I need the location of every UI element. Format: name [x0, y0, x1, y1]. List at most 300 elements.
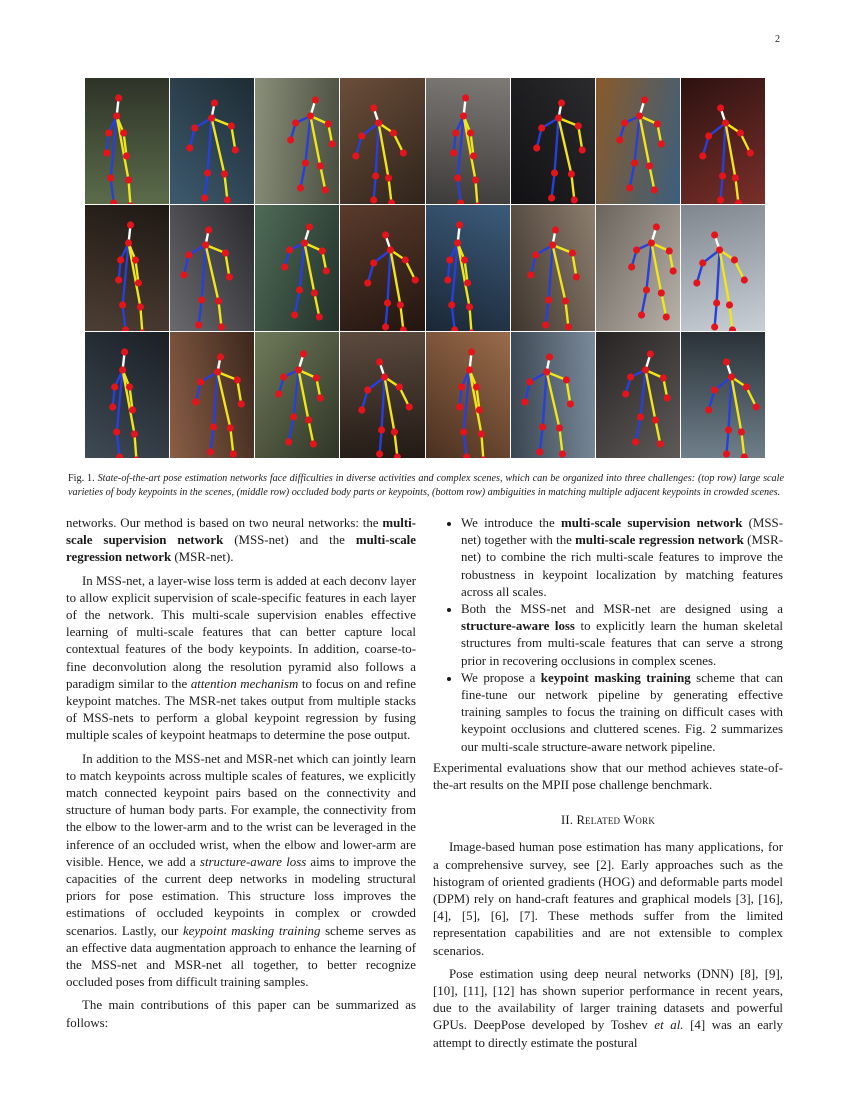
skeleton-limb: [469, 370, 481, 434]
skeleton-limb: [451, 305, 454, 330]
keypoint-marker: [651, 186, 658, 193]
keypoint-marker: [307, 112, 314, 119]
skeleton-limb: [374, 176, 376, 200]
keypoint-marker: [527, 271, 534, 278]
skeleton-limb: [237, 380, 241, 404]
pose-skeleton: [596, 78, 680, 204]
keypoint-marker: [137, 303, 144, 310]
keypoint-marker: [226, 273, 233, 280]
pose-skeleton: [681, 78, 765, 204]
keypoint-marker: [234, 376, 241, 383]
skeleton-limb: [301, 163, 306, 188]
list-item: • We propose a keypoint masking training scheme that can fine-tune our network pipeline by generating effective training samples to focus the training on difficult cases with keypoint occlusions and cluttered scenes. Fig. 2 summarizes our multi-scale structure-aware network pipeline.: [461, 670, 783, 756]
keypoint-marker: [705, 406, 712, 413]
skeleton-limb: [651, 243, 661, 293]
skeleton-limb: [311, 116, 321, 166]
keypoint-marker: [753, 403, 760, 410]
pose-skeleton: [681, 332, 765, 458]
keypoint-marker: [658, 140, 665, 147]
keypoint-marker: [622, 390, 629, 397]
keypoint-marker: [647, 350, 654, 357]
keypoint-marker: [232, 146, 239, 153]
keypoint-marker: [376, 450, 383, 457]
skeleton-limb: [715, 303, 717, 327]
keypoint-marker: [310, 440, 317, 447]
skeleton-limb: [725, 123, 735, 178]
keypoint-marker: [546, 353, 553, 360]
figure-1: [85, 78, 765, 458]
skeleton-limb: [548, 245, 552, 300]
keypoint-marker: [638, 311, 645, 318]
keypoint-marker: [400, 149, 407, 156]
pose-skeleton: [85, 78, 169, 204]
keypoint-marker: [230, 450, 237, 457]
keypoint-marker: [460, 112, 467, 119]
keypoint-marker: [198, 296, 205, 303]
paragraph: Image-based human pose estimation has many applications, for a comprehensive survey, see [2]. Early approaches such as the histogram of oriented gradients (HOG) and deformable parts model (DPM) rely on hand-craft features and graphical models [3], [16], [4], [5], [6], [7]. These methods suffer from the limited representation capabilities and are not extensible to complex scenarios.: [433, 840, 783, 958]
skeleton-limb: [117, 432, 120, 457]
keypoint-marker: [716, 246, 723, 253]
keypoint-marker: [115, 94, 122, 101]
pose-skeleton: [170, 332, 254, 458]
keypoint-marker: [446, 256, 453, 263]
skeleton-limb: [382, 377, 385, 430]
pose-skeleton: [170, 205, 254, 331]
pose-image-tile: [511, 78, 595, 204]
keypoint-marker: [722, 119, 729, 126]
skeleton-limb: [552, 245, 565, 301]
skeleton-limb: [111, 178, 114, 203]
keypoint-marker: [323, 267, 330, 274]
skeleton-limb: [230, 428, 233, 454]
pose-image-tile: [85, 332, 169, 458]
skeleton-limb: [649, 166, 654, 190]
keypoint-marker: [543, 368, 550, 375]
keypoint-marker: [412, 276, 419, 283]
keypoint-marker: [743, 383, 750, 390]
keypoint-marker: [378, 426, 385, 433]
pose-skeleton: [596, 332, 680, 458]
keypoint-marker: [657, 440, 664, 447]
skeleton-limb: [206, 245, 219, 301]
keypoint-marker: [665, 247, 672, 254]
keypoint-marker: [711, 323, 718, 330]
term-msr-net: multi-scale regression network: [66, 533, 416, 565]
contributions-list: [433, 515, 783, 756]
keypoint-marker: [287, 136, 294, 143]
keypoint-marker: [311, 289, 318, 296]
keypoint-marker: [122, 326, 129, 331]
pose-image-tile: [596, 205, 680, 331]
pose-image-tile: [511, 332, 595, 458]
keypoint-marker: [551, 169, 558, 176]
keypoint-marker: [290, 413, 297, 420]
keypoint-marker: [732, 174, 739, 181]
keypoint-marker: [616, 136, 623, 143]
keypoint-marker: [388, 199, 395, 204]
paragraph: In addition to the MSS-net and MSR-net which can jointly learn to match keypoints across multiple scales of features, we explicitly match connected keypoint pairs based on the connectivity and structure of human body parts. For example, the connectivity from the elbow to the lower-arm and to the wrist can be leveraged in the inference of an occluded wrist, when the elbow and lower-arm are visible. Hence, we add a structure-aware loss aims to improve the capacities of the current deep networks in modeling structural priors for pose estimation. This structure loss improves the estimations of occluded keypoints in complex or crowded scenarios. Lastly, our keypoint masking training scheme serves as an effective data augmentation approach to enhance the learning of the MSS-net and MSR-net all together, to better recognize occluded poses from difficult training samples.: [66, 751, 416, 990]
keypoint-marker: [646, 162, 653, 169]
pose-image-tile: [340, 332, 424, 458]
keypoint-marker: [132, 256, 139, 263]
keypoint-marker: [452, 129, 459, 136]
pose-image-tile: [170, 205, 254, 331]
keypoint-marker: [549, 241, 556, 248]
keypoint-marker: [123, 152, 130, 159]
keypoint-marker: [110, 199, 117, 204]
pose-image-tile: [170, 332, 254, 458]
skeleton-limb: [722, 123, 725, 176]
skeleton-limb: [640, 370, 645, 417]
keypoint-marker: [717, 196, 724, 203]
keypoint-marker: [570, 196, 577, 203]
pose-skeleton: [681, 205, 765, 331]
keypoint-marker: [291, 311, 298, 318]
skeleton-limb: [321, 166, 326, 190]
keypoint-marker: [359, 406, 366, 413]
keypoint-marker: [295, 366, 302, 373]
skeleton-limb: [554, 118, 558, 173]
keypoint-marker: [394, 453, 401, 458]
pose-skeleton: [255, 78, 339, 204]
keypoint-marker: [222, 249, 229, 256]
pose-image-tile: [85, 78, 169, 204]
page-number: 2: [775, 34, 780, 45]
skeleton-limb: [225, 174, 228, 200]
pose-image-tile: [426, 205, 510, 331]
left-column: [66, 515, 416, 1038]
skeleton-limb: [551, 173, 554, 198]
skeleton-limb: [315, 293, 320, 317]
keypoint-marker: [228, 122, 235, 129]
skeleton-limb: [539, 427, 542, 452]
skeleton-limb: [231, 126, 235, 150]
keypoint-marker: [699, 152, 706, 159]
skeleton-limb: [571, 174, 574, 200]
keypoint-marker: [400, 326, 407, 331]
keypoint-marker: [533, 144, 540, 151]
pose-image-tile: [255, 78, 339, 204]
skeleton-limb: [463, 116, 475, 180]
keypoint-marker: [365, 386, 372, 393]
skeleton-limb: [389, 178, 392, 203]
keypoint-marker: [221, 170, 228, 177]
skeleton-limb: [634, 116, 639, 163]
skeleton-limb: [199, 300, 202, 325]
keypoint-marker: [370, 104, 377, 111]
pose-image-tile: [340, 78, 424, 204]
caption-label: Fig. 1.: [68, 473, 95, 484]
skeleton-limb: [720, 176, 722, 200]
keypoint-marker: [121, 348, 128, 355]
skeleton-limb: [635, 417, 640, 442]
keypoint-marker: [120, 129, 127, 136]
keypoint-marker: [450, 149, 457, 156]
keypoint-marker: [317, 394, 324, 401]
skeleton-limb: [545, 300, 548, 325]
keypoint-marker: [313, 374, 320, 381]
keypoint-marker: [568, 249, 575, 256]
skeleton-limb: [379, 123, 389, 178]
keypoint-marker: [135, 279, 142, 286]
keypoint-marker: [574, 122, 581, 129]
keypoint-marker: [207, 448, 214, 455]
skeleton-limb: [578, 126, 582, 150]
skeleton-limb: [299, 370, 309, 420]
keypoint-marker: [728, 373, 735, 380]
keypoint-marker: [457, 199, 464, 204]
skeleton-limb: [226, 253, 230, 277]
keypoint-marker: [578, 146, 585, 153]
skeleton-limb: [463, 432, 466, 457]
keypoint-marker: [628, 263, 635, 270]
keypoint-marker: [317, 162, 324, 169]
keypoint-marker: [444, 276, 451, 283]
keypoint-marker: [285, 438, 292, 445]
skeleton-limb: [140, 307, 142, 331]
keypoint-marker: [460, 428, 467, 435]
keypoint-marker: [475, 406, 482, 413]
skeleton-limb: [219, 301, 222, 327]
keypoint-marker: [699, 259, 706, 266]
keypoint-marker: [461, 256, 468, 263]
pose-image-tile: [681, 78, 765, 204]
keypoint-marker: [467, 348, 474, 355]
keypoint-marker: [211, 99, 218, 106]
keypoint-marker: [454, 239, 461, 246]
skeleton-limb: [391, 250, 401, 305]
keypoint-marker: [186, 144, 193, 151]
keypoint-marker: [125, 239, 132, 246]
skeleton-limb: [123, 370, 135, 434]
keypoint-marker: [238, 400, 245, 407]
pose-image-tile: [596, 78, 680, 204]
keypoint-marker: [105, 129, 112, 136]
keypoint-marker: [717, 104, 724, 111]
pose-skeleton: [340, 332, 424, 458]
keypoint-marker: [370, 196, 377, 203]
pose-image-tile: [426, 332, 510, 458]
keypoint-marker: [192, 398, 199, 405]
keypoint-marker: [402, 256, 409, 263]
pose-skeleton: [426, 205, 510, 331]
keypoint-marker: [564, 323, 571, 330]
skeleton-limb: [542, 372, 546, 427]
keypoint-marker: [115, 276, 122, 283]
section-heading: II. Related Work: [560, 813, 656, 828]
skeleton-limb: [309, 420, 314, 444]
skeleton-limb: [481, 434, 483, 458]
keypoint-marker: [451, 326, 458, 331]
keypoint-marker: [116, 453, 123, 458]
skeleton-limb: [212, 118, 225, 174]
keypoint-marker: [454, 174, 461, 181]
keypoint-marker: [197, 378, 204, 385]
keypoint-marker: [556, 424, 563, 431]
keypoint-marker: [296, 286, 303, 293]
keypoint-marker: [735, 199, 742, 204]
keypoint-marker: [465, 303, 472, 310]
keypoint-marker: [131, 430, 138, 437]
skeleton-limb: [655, 420, 660, 444]
keypoint-marker: [659, 374, 666, 381]
keypoint-marker: [471, 176, 478, 183]
keypoint-marker: [113, 112, 120, 119]
pose-skeleton: [511, 332, 595, 458]
keypoint-marker: [636, 112, 643, 119]
keypoint-marker: [214, 368, 221, 375]
keypoint-marker: [359, 132, 366, 139]
keypoint-marker: [129, 406, 136, 413]
pose-image-tile: [511, 205, 595, 331]
keypoint-marker: [300, 350, 307, 357]
pose-image-tile: [255, 332, 339, 458]
keypoint-marker: [127, 202, 134, 204]
skeleton-limb: [475, 180, 477, 204]
skeleton-limb: [385, 377, 395, 432]
skeleton-limb: [294, 370, 299, 417]
keypoint-marker: [210, 423, 217, 430]
skeleton-limb: [401, 305, 404, 330]
skeleton-limb: [457, 178, 460, 203]
keypoint-marker: [477, 430, 484, 437]
keypoint-marker: [107, 174, 114, 181]
keypoint-marker: [456, 221, 463, 228]
skeleton-limb: [211, 427, 214, 452]
keypoint-marker: [465, 366, 472, 373]
list-item: • Both the MSS-net and MSR-net are designed using a structure-aware loss to explicitly learn the human skeletal structures from multi-scale features that can serve a strong prior in recovering occlusions in complex scenes.: [461, 601, 783, 670]
skeleton-limb: [214, 372, 218, 427]
keypoint-marker: [572, 273, 579, 280]
keypoint-marker: [406, 403, 413, 410]
keypoint-marker: [705, 132, 712, 139]
keypoint-marker: [127, 221, 134, 228]
right-column: [433, 515, 783, 1058]
skeleton-limb: [572, 253, 576, 277]
keypoint-marker: [316, 313, 323, 320]
keypoint-marker: [731, 256, 738, 263]
paragraph: networks. Our method is based on two neural networks: the multi-scale supervision network (MSS-net) and the multi-scale regression network (MSR-net).: [66, 516, 416, 565]
keypoint-marker: [561, 297, 568, 304]
keypoint-marker: [381, 373, 388, 380]
keypoint-marker: [292, 119, 299, 126]
keypoint-marker: [208, 114, 215, 121]
keypoint-marker: [119, 366, 126, 373]
pose-skeleton: [340, 78, 424, 204]
caption-text: State-of-the-art pose estimation networks face difficulties in diverse activities and complex scenes, which can be organized into three challenges: (top row) large scale varieties of body keypoints in the scenes, (middle row) occluded body parts or keypoints, (bottom row) ambiguities in matching multiple adjacent keypoints in crowded scenes.: [68, 473, 785, 498]
skeleton-limb: [306, 116, 311, 163]
keypoint-marker: [693, 279, 700, 286]
skeleton-limb: [202, 245, 206, 300]
skeleton-limb: [117, 116, 129, 180]
skeleton-limb: [395, 432, 398, 457]
keypoint-marker: [725, 426, 732, 433]
skeleton-limb: [741, 432, 744, 457]
keypoint-marker: [621, 119, 628, 126]
pose-skeleton: [85, 332, 169, 458]
skeleton-limb: [546, 372, 559, 428]
skeleton-limb: [719, 250, 729, 305]
keypoint-marker: [566, 400, 573, 407]
keypoint-marker: [729, 326, 736, 331]
pose-image-tile: [681, 205, 765, 331]
skeleton-limb: [134, 434, 136, 458]
skeleton-limb: [208, 118, 212, 173]
skeleton-limb: [559, 428, 562, 454]
keypoint-marker: [191, 124, 198, 131]
keypoint-marker: [305, 416, 312, 423]
paragraph: Pose estimation using deep neural networks (DNN) [8], [9], [10], [11], [12] has shown superior performance in recent years, due to the availability of larger training datasets and powerful GPUs. DeepPose developed by Toshev et al. [4] was an early attempt to directly estimate the postural: [433, 966, 783, 1050]
keypoint-marker: [301, 239, 308, 246]
keypoint-marker: [631, 159, 638, 166]
keypoint-marker: [536, 448, 543, 455]
skeleton-limb: [645, 370, 655, 420]
skeleton-limb: [731, 377, 741, 432]
paragraph: In MSS-net, a layer-wise loss term is added at each deconv layer to allow explicit supervision of scale-specific features in each layer of the network. This multi-scale supervision enables effective learning of multi-scale features that can better capture local contextual features of the body keypoints. In addition, coarse-to-fine deconvolution along the resolution pyramid also follows a paradigm similar to the attention mechanism to focus on and refine keypoint matches. The MSR-net takes output from multiple stacks of MSS-nets to perform a global keypoint regression by fusing multiple scales of keypoint heatmaps to determine the pose output.: [66, 573, 417, 743]
keypoint-marker: [391, 428, 398, 435]
keypoint-marker: [302, 159, 309, 166]
keypoint-marker: [462, 94, 469, 101]
keypoint-marker: [325, 120, 332, 127]
keypoint-marker: [397, 301, 404, 308]
keypoint-marker: [626, 184, 633, 191]
pose-skeleton: [511, 205, 595, 331]
keypoint-marker: [472, 383, 479, 390]
skeleton-limb: [129, 180, 131, 204]
keypoint-marker: [654, 120, 661, 127]
pose-skeleton: [255, 332, 339, 458]
keypoint-marker: [658, 289, 665, 296]
pose-image-tile: [85, 205, 169, 331]
keypoint-marker: [297, 184, 304, 191]
skeleton-limb: [469, 307, 471, 331]
keypoint-marker: [215, 297, 222, 304]
keypoint-marker: [458, 383, 465, 390]
skeleton-limb: [729, 305, 732, 330]
keypoint-marker: [322, 186, 329, 193]
skeleton-limb: [661, 293, 666, 317]
keypoint-marker: [648, 239, 655, 246]
keypoint-marker: [464, 279, 471, 286]
keypoint-marker: [119, 301, 126, 308]
skeleton-limb: [726, 430, 728, 454]
keypoint-marker: [227, 424, 234, 431]
keypoint-marker: [747, 149, 754, 156]
skeleton-limb: [205, 173, 208, 198]
keypoint-marker: [473, 202, 480, 204]
keypoint-marker: [125, 176, 132, 183]
keypoint-marker: [711, 386, 718, 393]
paragraph: The main contributions of this paper can be summarized as follows:: [66, 998, 416, 1030]
skeleton-limb: [565, 301, 568, 327]
keypoint-marker: [469, 152, 476, 159]
skeleton-limb: [566, 380, 570, 404]
keypoint-marker: [372, 172, 379, 179]
keypoint-marker: [466, 129, 473, 136]
keypoint-marker: [133, 456, 140, 458]
keypoint-marker: [653, 223, 660, 230]
keypoint-marker: [548, 194, 555, 201]
keypoint-marker: [139, 329, 146, 331]
keypoint-marker: [280, 373, 287, 380]
skeleton-limb: [629, 163, 634, 188]
skeleton-limb: [728, 377, 731, 430]
keypoint-marker: [632, 438, 639, 445]
keypoint-marker: [741, 276, 748, 283]
keypoint-marker: [562, 376, 569, 383]
keypoint-marker: [180, 271, 187, 278]
keypoint-marker: [723, 450, 730, 457]
